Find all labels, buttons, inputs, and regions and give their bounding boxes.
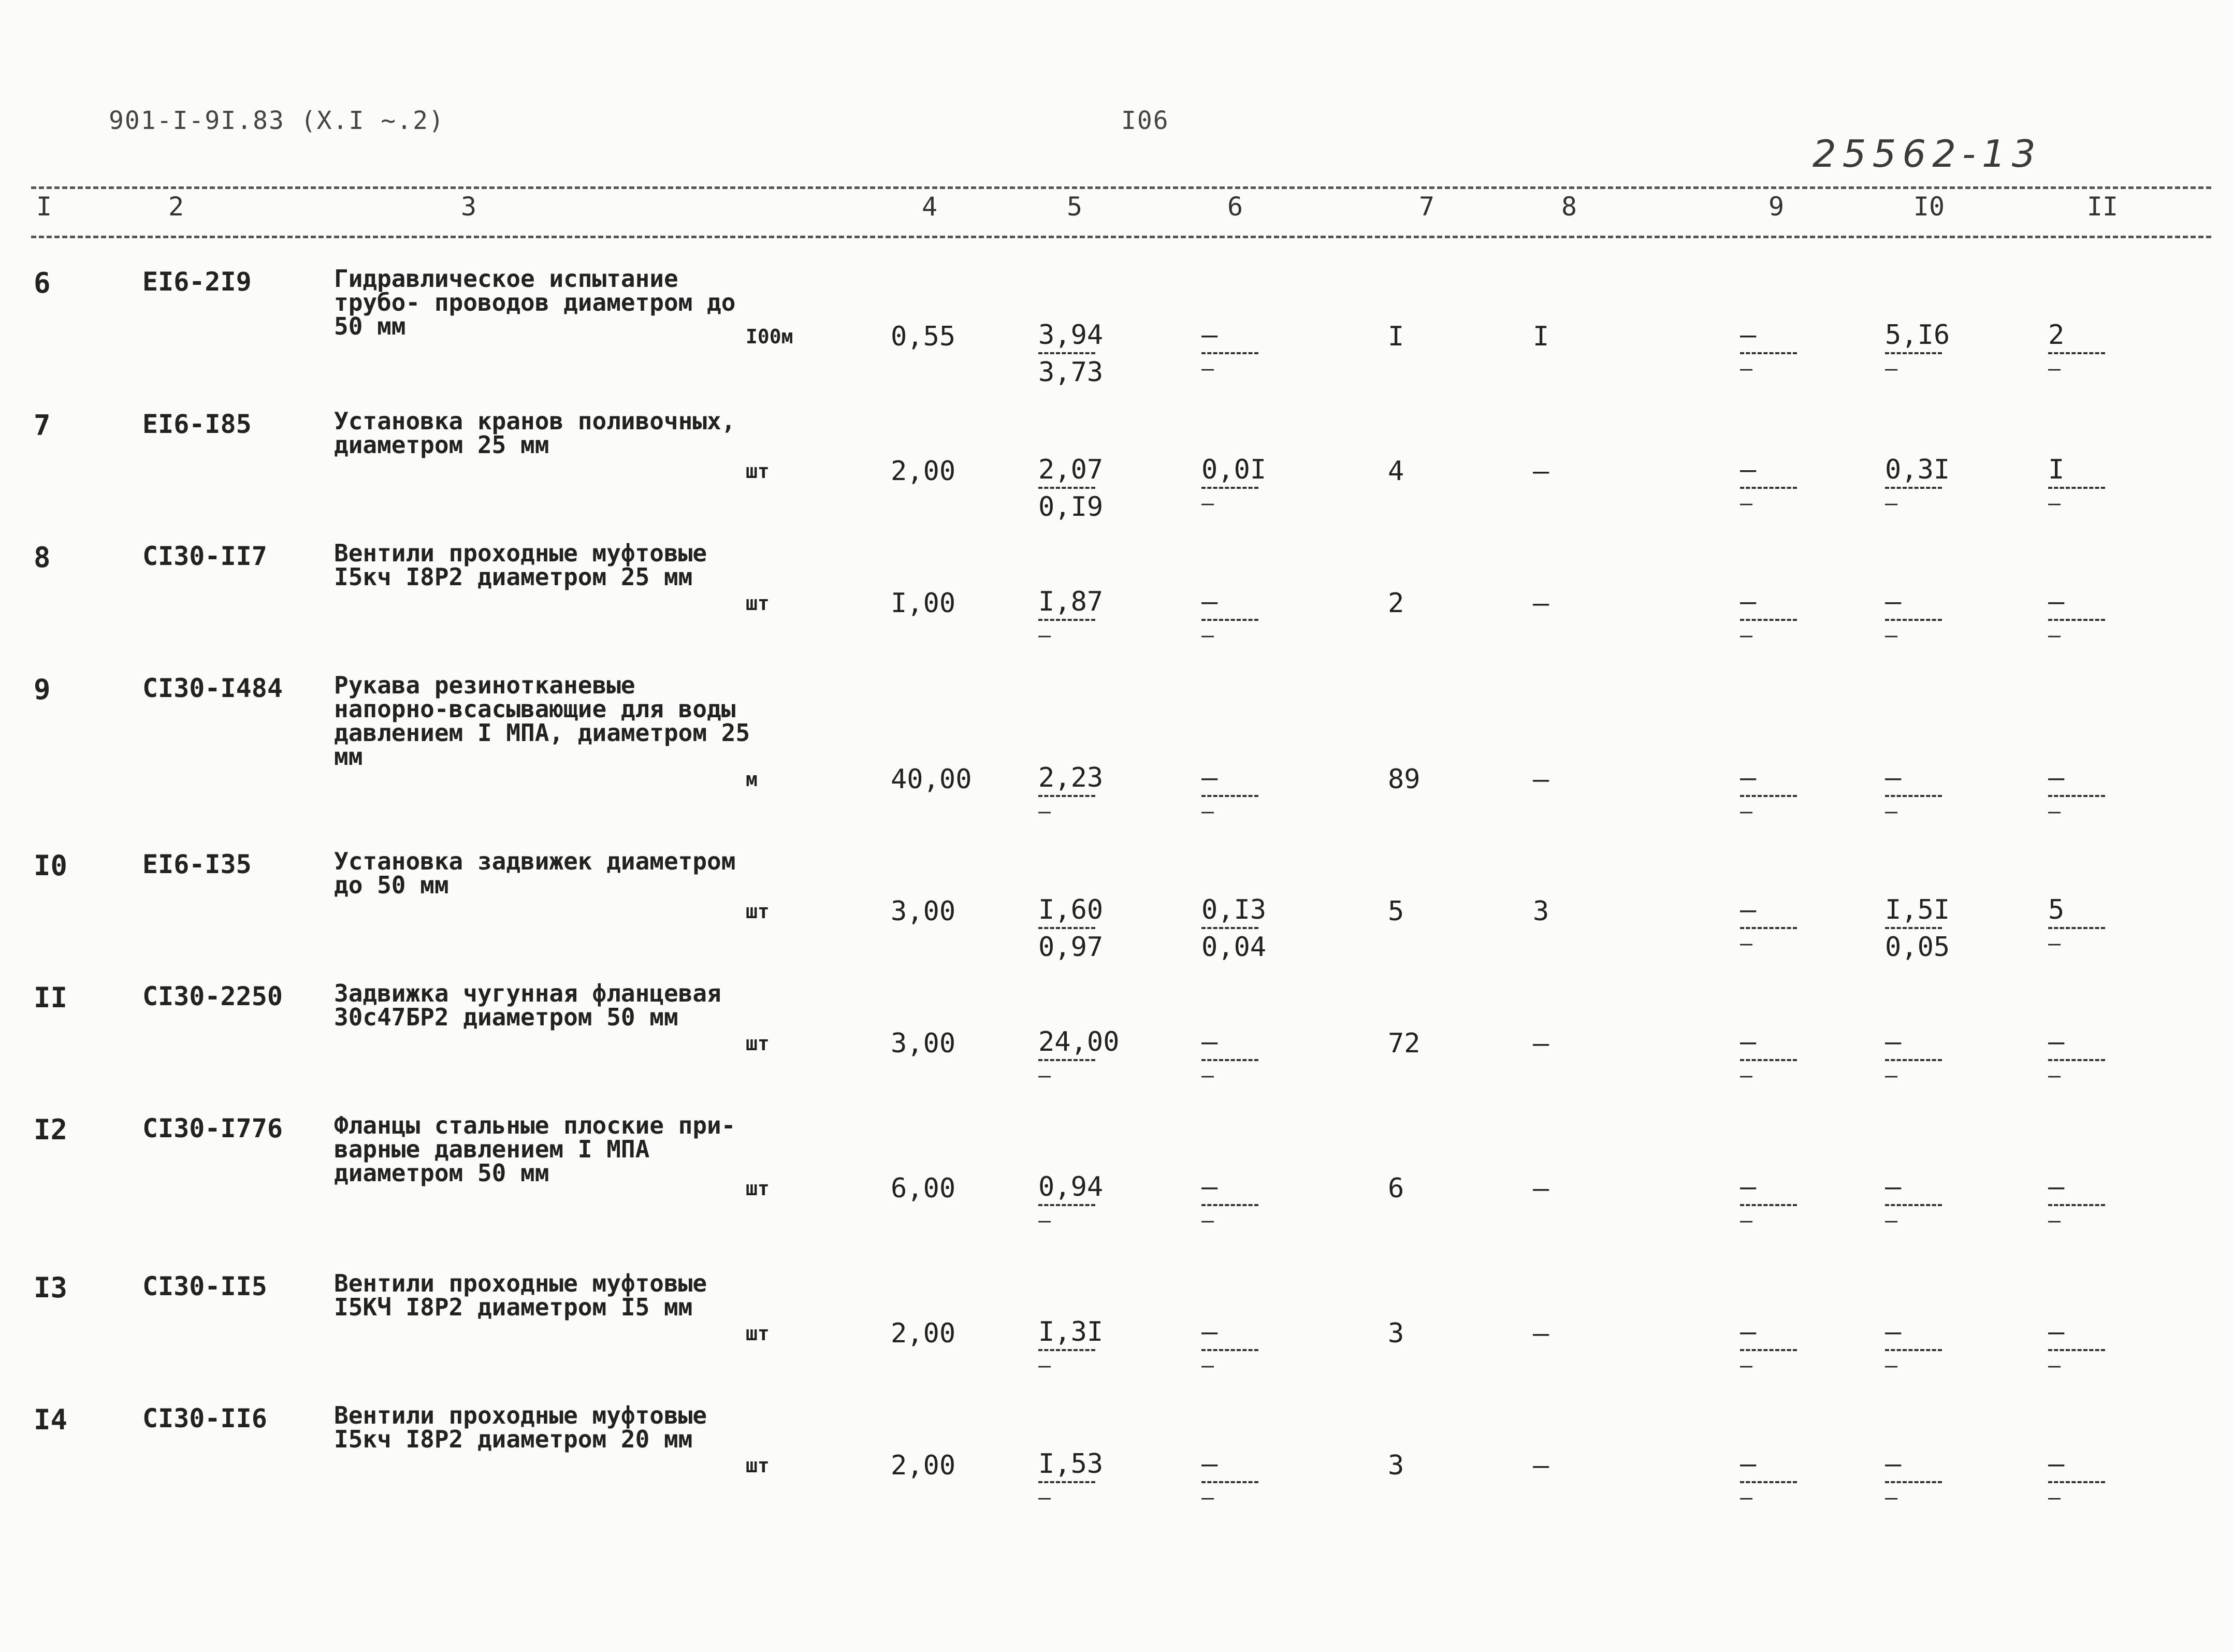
col5-value-denominator: – xyxy=(1038,1209,1051,1233)
col7-value: 72 xyxy=(1388,1028,1420,1059)
col9-value xyxy=(1740,1028,1797,1093)
col9-value-denominator: – xyxy=(1740,357,1753,381)
row-number: II xyxy=(34,981,68,1014)
col10-value-denominator: – xyxy=(1885,624,1898,647)
col5-value xyxy=(1038,1450,1103,1515)
col7-value: 4 xyxy=(1388,456,1404,487)
quantity: 2,00 xyxy=(891,1450,956,1481)
col9-value-numerator: – xyxy=(1740,586,1757,617)
col11-value-denominator: – xyxy=(2048,1209,2061,1233)
work-description: Гидравлическое испытание трубо- проводов диаметром до 50 мм xyxy=(334,265,736,340)
column-number: II xyxy=(2086,192,2119,222)
work-description: Установка задвижек диаметром до 50 мм xyxy=(334,847,736,899)
fraction-bar xyxy=(1201,619,1258,621)
col8-value: 3 xyxy=(1533,896,1549,927)
col9-value xyxy=(1740,764,1797,829)
quantity: 6,00 xyxy=(891,1173,956,1204)
col10-value xyxy=(1885,1450,1942,1515)
col8-value: – xyxy=(1533,1028,1549,1059)
col10-value-numerator: – xyxy=(1885,1026,1902,1057)
col11-value-numerator: – xyxy=(2048,1026,2065,1057)
estimate-code: CI30-I776 xyxy=(142,1113,283,1143)
col10-value-numerator: – xyxy=(1885,586,1902,617)
col6-value-numerator: – xyxy=(1201,1171,1218,1202)
fraction-bar xyxy=(1038,619,1095,621)
col11-value-numerator: 2 xyxy=(2048,320,2065,351)
fraction-bar xyxy=(1885,1059,1942,1061)
col10-value xyxy=(1885,588,1942,653)
fraction-bar xyxy=(1740,1349,1797,1351)
fraction-bar xyxy=(1201,1481,1258,1483)
col6-value-denominator: – xyxy=(1201,1209,1214,1233)
unit-of-measure: шт xyxy=(746,1032,770,1055)
col11-value-denominator: – xyxy=(2048,932,2061,955)
work-description: Задвижка чугунная фланцевая 30с47БР2 диаметром 50 мм xyxy=(334,979,721,1031)
col10-value xyxy=(1885,456,1950,521)
col9-value xyxy=(1740,896,1797,961)
page-number: I06 xyxy=(1121,106,1169,135)
col9-value-numerator: – xyxy=(1740,1171,1757,1202)
unit-of-measure: шт xyxy=(746,1454,770,1477)
row-number: 8 xyxy=(34,541,51,574)
quantity: 0,55 xyxy=(891,321,956,352)
unit-of-measure: шт xyxy=(746,460,770,483)
col5-value-denominator: – xyxy=(1038,800,1051,823)
col11-value-numerator: 5 xyxy=(2048,894,2065,925)
col9-value-denominator: – xyxy=(1740,1354,1753,1378)
column-number: I xyxy=(36,192,52,222)
col9-value-numerator: – xyxy=(1740,894,1757,925)
col6-value-denominator: – xyxy=(1201,491,1214,515)
fraction-bar xyxy=(1740,1481,1797,1483)
row-number: 6 xyxy=(34,267,51,299)
col11-value-denominator: – xyxy=(2048,624,2061,647)
col9-value-denominator: – xyxy=(1740,932,1753,955)
col10-value-denominator: – xyxy=(1885,1354,1898,1378)
work-description: Установка кранов поливочных, диаметром 25 мм xyxy=(334,407,736,459)
fraction-bar xyxy=(1740,927,1797,929)
col6-value-denominator: – xyxy=(1201,1064,1214,1088)
fraction-bar xyxy=(1201,352,1258,354)
col10-value-numerator: – xyxy=(1885,1316,1902,1347)
fraction-bar xyxy=(1038,352,1095,354)
col11-value-denominator: – xyxy=(2048,491,2061,515)
fraction-bar xyxy=(1201,927,1258,929)
row-number: I2 xyxy=(34,1113,68,1146)
row-number: I3 xyxy=(34,1271,68,1304)
col6-value-numerator: – xyxy=(1201,586,1218,617)
fraction-bar xyxy=(2048,1349,2105,1351)
col7-value: 2 xyxy=(1388,588,1404,619)
fraction-bar xyxy=(1885,1349,1942,1351)
work-description: Рукава резинотканевые напорно-всасывающие для воды давлением I МПА, диаметром 25 мм xyxy=(334,671,750,771)
fraction-bar xyxy=(1740,487,1797,489)
col6-value-numerator: – xyxy=(1201,320,1218,351)
col5-value xyxy=(1038,321,1103,386)
col10-value xyxy=(1885,896,1950,961)
fraction-bar xyxy=(1740,352,1797,354)
col5-value-numerator: 3,94 xyxy=(1038,320,1104,351)
col5-value-denominator: – xyxy=(1038,1064,1051,1088)
column-number: I0 xyxy=(1913,192,1945,222)
fraction-bar xyxy=(1201,1059,1258,1061)
estimate-code: EI6-I85 xyxy=(142,409,252,439)
fraction-bar xyxy=(1885,487,1942,489)
col5-value-denominator: – xyxy=(1038,624,1051,647)
col6-value xyxy=(1201,764,1258,829)
fraction-bar xyxy=(1038,1481,1095,1483)
col6-value-numerator: – xyxy=(1201,1026,1218,1057)
col6-value-denominator: – xyxy=(1201,624,1214,647)
col11-value-numerator: – xyxy=(2048,1448,2065,1480)
column-number: 7 xyxy=(1418,192,1435,222)
col7-value: 89 xyxy=(1388,764,1420,795)
col9-value-numerator: – xyxy=(1740,1448,1757,1480)
col5-value-numerator: I,3I xyxy=(1038,1316,1104,1347)
col9-value xyxy=(1740,456,1797,521)
col9-value-numerator: – xyxy=(1740,320,1757,351)
fraction-bar xyxy=(2048,795,2105,797)
fraction-bar xyxy=(1885,1204,1942,1206)
work-description: Вентили проходные муфтовые I5КЧ I8Р2 диаметром I5 мм xyxy=(334,1269,707,1321)
col5-value-numerator: 2,07 xyxy=(1038,454,1104,485)
col11-value-denominator: – xyxy=(2048,1064,2061,1088)
col9-value xyxy=(1740,1173,1797,1238)
col11-value-numerator: – xyxy=(2048,1316,2065,1347)
fraction-bar xyxy=(1038,487,1095,489)
col9-value-denominator: – xyxy=(1740,491,1753,515)
fraction-bar xyxy=(2048,1059,2105,1061)
row-number: I0 xyxy=(34,849,68,882)
col10-value-numerator: – xyxy=(1885,1171,1902,1202)
col5-value-denominator: 3,73 xyxy=(1038,357,1104,388)
col8-value: – xyxy=(1533,1318,1549,1349)
col10-value-numerator: – xyxy=(1885,762,1902,793)
work-description: Вентили проходные муфтовые I5кч I8P2 диаметром 25 мм xyxy=(334,539,707,591)
col9-value-numerator: – xyxy=(1740,762,1757,793)
col11-value xyxy=(2048,321,2105,386)
fraction-bar xyxy=(1038,1204,1095,1206)
col10-value-denominator: – xyxy=(1885,800,1898,823)
col6-value xyxy=(1201,1450,1258,1515)
col8-value: – xyxy=(1533,456,1549,487)
column-number: 9 xyxy=(1768,192,1785,222)
col6-value-numerator: – xyxy=(1201,1316,1218,1347)
col11-value-denominator: – xyxy=(2048,800,2061,823)
unit-of-measure: шт xyxy=(746,1322,770,1345)
col10-value-numerator: – xyxy=(1885,1448,1902,1480)
col9-value-denominator: – xyxy=(1740,1064,1753,1088)
col11-value xyxy=(2048,588,2105,653)
col10-value-denominator: – xyxy=(1885,1064,1898,1088)
unit-of-measure: м xyxy=(746,768,758,791)
col11-value-denominator: – xyxy=(2048,1354,2061,1378)
column-number: 5 xyxy=(1066,192,1083,222)
quantity: 3,00 xyxy=(891,896,956,927)
col5-value-numerator: 0,94 xyxy=(1038,1171,1104,1202)
col8-value: – xyxy=(1533,764,1549,795)
estimate-code: EI6-2I9 xyxy=(142,267,252,297)
col11-value xyxy=(2048,1173,2105,1238)
fraction-bar xyxy=(1201,795,1258,797)
quantity: 3,00 xyxy=(891,1028,956,1059)
col5-value xyxy=(1038,456,1103,521)
col5-value-denominator: – xyxy=(1038,1486,1051,1510)
col8-value: – xyxy=(1533,1173,1549,1204)
fraction-bar xyxy=(2048,487,2105,489)
column-number: 3 xyxy=(460,192,477,222)
fraction-bar xyxy=(1885,795,1942,797)
col11-value xyxy=(2048,1318,2105,1383)
fraction-bar xyxy=(1885,352,1942,354)
fraction-bar xyxy=(1201,1204,1258,1206)
col6-value xyxy=(1201,1173,1258,1238)
fraction-bar xyxy=(1038,795,1095,797)
col6-value-denominator: – xyxy=(1201,1486,1214,1510)
col11-value-denominator: – xyxy=(2048,357,2061,381)
table-header-rule xyxy=(31,236,2211,238)
fraction-bar xyxy=(1201,487,1258,489)
col5-value-denominator: 0,97 xyxy=(1038,932,1104,963)
unit-of-measure: шт xyxy=(746,592,770,615)
col10-value xyxy=(1885,321,1950,386)
row-number: 9 xyxy=(34,673,51,706)
col11-value xyxy=(2048,764,2105,829)
col9-value-denominator: – xyxy=(1740,1486,1753,1510)
col9-value xyxy=(1740,1450,1797,1515)
col11-value-numerator: – xyxy=(2048,586,2065,617)
col6-value xyxy=(1201,896,1266,961)
col9-value-denominator: – xyxy=(1740,1209,1753,1233)
estimate-code: EI6-I35 xyxy=(142,849,252,879)
estimate-code: CI30-II6 xyxy=(142,1403,267,1433)
col5-value-numerator: I,53 xyxy=(1038,1448,1104,1480)
col5-value xyxy=(1038,588,1103,653)
estimate-code: CI30-II5 xyxy=(142,1271,267,1301)
fraction-bar xyxy=(1740,1204,1797,1206)
col9-value xyxy=(1740,1318,1797,1383)
estimate-code: CI30-II7 xyxy=(142,541,267,571)
col11-value xyxy=(2048,1450,2105,1515)
col11-value-numerator: – xyxy=(2048,762,2065,793)
col6-value-denominator: – xyxy=(1201,357,1214,381)
fraction-bar xyxy=(1885,927,1942,929)
col10-value-numerator: 0,3I xyxy=(1885,454,1950,485)
fraction-bar xyxy=(2048,352,2105,354)
col10-value-numerator: I,5I xyxy=(1885,894,1950,925)
column-number: 4 xyxy=(921,192,938,222)
col10-value xyxy=(1885,1173,1942,1238)
col11-value xyxy=(2048,456,2105,521)
col6-value-numerator: – xyxy=(1201,762,1218,793)
column-number: 6 xyxy=(1227,192,1243,222)
col6-value xyxy=(1201,1318,1258,1383)
work-description: Фланцы стальные плоские при- варные давлением I МПА диаметром 50 мм xyxy=(334,1111,736,1187)
col7-value: I xyxy=(1388,321,1404,352)
col9-value xyxy=(1740,588,1797,653)
column-number: 8 xyxy=(1561,192,1577,222)
col5-value-numerator: I,60 xyxy=(1038,894,1104,925)
unit-of-measure: шт xyxy=(746,900,770,923)
quantity: 2,00 xyxy=(891,456,956,487)
quantity: 2,00 xyxy=(891,1318,956,1349)
col9-value xyxy=(1740,321,1797,386)
fraction-bar xyxy=(2048,1204,2105,1206)
col9-value-denominator: – xyxy=(1740,624,1753,647)
fraction-bar xyxy=(2048,1481,2105,1483)
col7-value: 6 xyxy=(1388,1173,1404,1204)
fraction-bar xyxy=(2048,927,2105,929)
table-top-rule xyxy=(31,186,2211,189)
fraction-bar xyxy=(2048,619,2105,621)
col7-value: 5 xyxy=(1388,896,1404,927)
fraction-bar xyxy=(1885,619,1942,621)
row-number: 7 xyxy=(34,409,51,442)
col5-value xyxy=(1038,1028,1120,1093)
col11-value xyxy=(2048,1028,2105,1093)
col5-value xyxy=(1038,896,1103,961)
fraction-bar xyxy=(1038,1059,1095,1061)
col10-value-numerator: 5,I6 xyxy=(1885,320,1950,351)
col11-value xyxy=(2048,896,2105,961)
document-code: 901-I-9I.83 (Х.I ~.2) xyxy=(109,106,445,135)
col10-value xyxy=(1885,1318,1942,1383)
col7-value: 3 xyxy=(1388,1318,1404,1349)
col5-value-numerator: I,87 xyxy=(1038,586,1104,617)
column-number: 2 xyxy=(168,192,184,222)
col10-value-denominator: – xyxy=(1885,1486,1898,1510)
col10-value-denominator: 0,05 xyxy=(1885,932,1950,963)
col6-value xyxy=(1201,321,1258,386)
fraction-bar xyxy=(1740,619,1797,621)
col5-value xyxy=(1038,1318,1103,1383)
col5-value xyxy=(1038,1173,1103,1238)
col6-value-numerator: 0,I3 xyxy=(1201,894,1267,925)
handwritten-stamp-number: 25562-13 xyxy=(1813,132,2042,176)
quantity: I,00 xyxy=(891,588,956,619)
col9-value-numerator: – xyxy=(1740,1026,1757,1057)
col6-value-numerator: – xyxy=(1201,1448,1218,1480)
col5-value-denominator: – xyxy=(1038,1354,1051,1378)
quantity: 40,00 xyxy=(891,764,972,795)
col9-value-numerator: – xyxy=(1740,454,1757,485)
col6-value xyxy=(1201,588,1258,653)
fraction-bar xyxy=(1740,1059,1797,1061)
estimate-code: CI30-I484 xyxy=(142,673,283,703)
col6-value-numerator: 0,0I xyxy=(1201,454,1267,485)
col7-value: 3 xyxy=(1388,1450,1404,1481)
unit-of-measure: I00м xyxy=(746,325,793,348)
fraction-bar xyxy=(1740,795,1797,797)
col6-value xyxy=(1201,456,1266,521)
col5-value-denominator: 0,I9 xyxy=(1038,491,1104,523)
col11-value-numerator: – xyxy=(2048,1171,2065,1202)
col10-value-denominator: – xyxy=(1885,357,1898,381)
col5-value xyxy=(1038,764,1103,829)
col6-value-denominator: 0,04 xyxy=(1201,932,1267,963)
col10-value-denominator: – xyxy=(1885,1209,1898,1233)
col5-value-numerator: 2,23 xyxy=(1038,762,1104,793)
fraction-bar xyxy=(1038,927,1095,929)
col11-value-denominator: – xyxy=(2048,1486,2061,1510)
work-description: Вентили проходные муфтовые I5кч I8P2 диаметром 20 мм xyxy=(334,1401,707,1453)
col8-value: – xyxy=(1533,1450,1549,1481)
col10-value-denominator: – xyxy=(1885,491,1898,515)
col6-value xyxy=(1201,1028,1258,1093)
estimate-code: CI30-2250 xyxy=(142,981,283,1011)
fraction-bar xyxy=(1201,1349,1258,1351)
col9-value-denominator: – xyxy=(1740,800,1753,823)
col10-value xyxy=(1885,1028,1942,1093)
col9-value-numerator: – xyxy=(1740,1316,1757,1347)
col6-value-denominator: – xyxy=(1201,1354,1214,1378)
col5-value-numerator: 24,00 xyxy=(1038,1026,1120,1057)
col8-value: – xyxy=(1533,588,1549,619)
col8-value: I xyxy=(1533,321,1549,352)
fraction-bar xyxy=(1038,1349,1095,1351)
col6-value-denominator: – xyxy=(1201,800,1214,823)
col11-value-numerator: I xyxy=(2048,454,2065,485)
row-number: I4 xyxy=(34,1403,68,1436)
fraction-bar xyxy=(1885,1481,1942,1483)
col10-value xyxy=(1885,764,1942,829)
unit-of-measure: шт xyxy=(746,1177,770,1200)
